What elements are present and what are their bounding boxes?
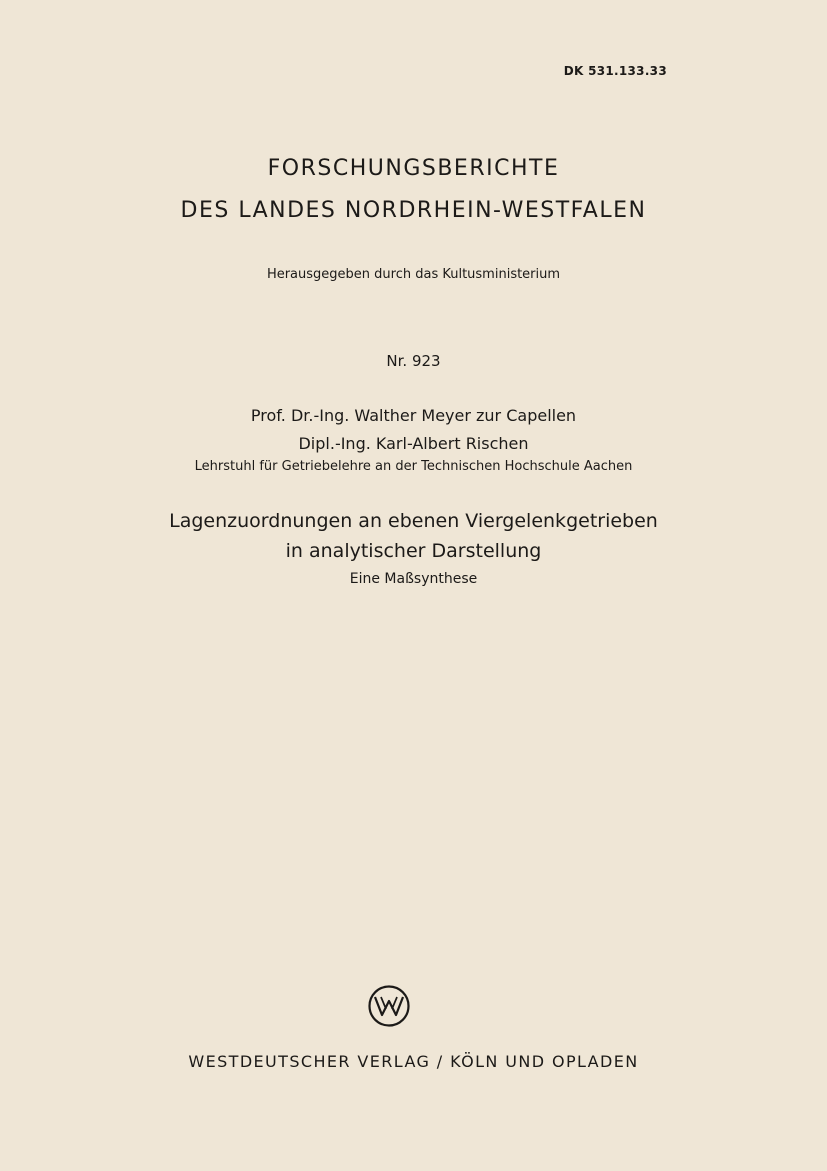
author-secondary: Dipl.-Ing. Karl-Albert Rischen [298, 434, 529, 453]
work-title-line2: in analytischer Darstellung [285, 540, 542, 562]
series-title-line2: DES LANDES NORDRHEIN-WESTFALEN [180, 198, 647, 223]
author-affiliation: Lehrstuhl für Getriebelehre an der Technischen Hochschule Aachen [194, 459, 633, 474]
report-number: Nr. 923 [386, 352, 441, 370]
classification-code: DK 531.133.33 [563, 64, 667, 78]
work-title-line1: Lagenzuordnungen an ebenen Viergelenkgetrieben [169, 510, 658, 532]
series-title-line1: FORSCHUNGSBERICHTE [267, 156, 560, 181]
author-primary: Prof. Dr.-Ing. Walther Meyer zur Capellen [250, 406, 577, 425]
publisher-line: WESTDEUTSCHER VERLAG / KÖLN UND OPLADEN [188, 1052, 639, 1071]
westdeutscher-verlag-logo-icon [367, 984, 411, 1028]
editor-note: Herausgegeben durch das Kultusministerium [266, 267, 561, 282]
work-subtitle: Eine Maßsynthese [349, 571, 478, 587]
